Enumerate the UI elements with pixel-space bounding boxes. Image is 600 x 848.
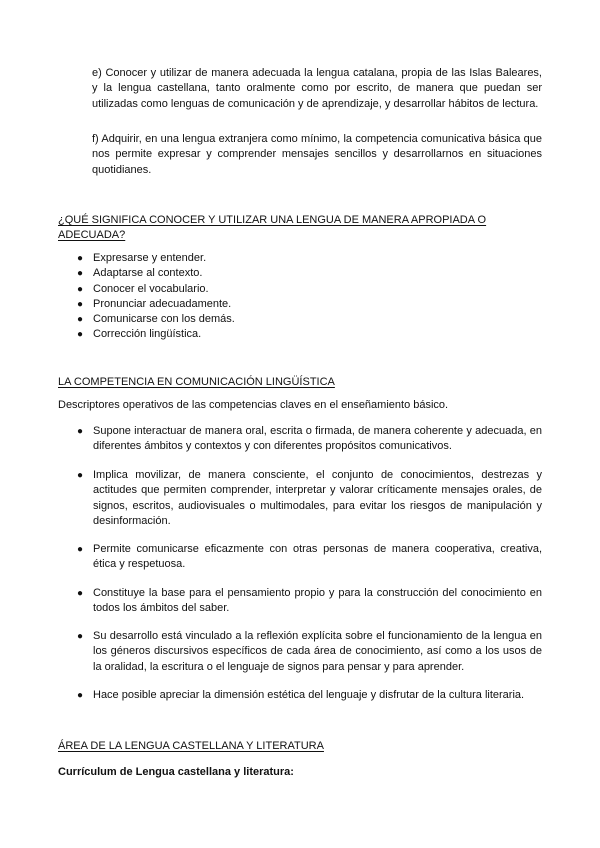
bullet-icon: ● [77, 268, 84, 280]
list-item: ● Implica movilizar, de manera consciente, el conjunto de conocimientos, destrezas y actitudes que permiten comprender, interpretar y valorar críticamente mensajes orales, de signos, escritos, audiovisuales o multimodales, para evitar los riesgos de manipulación y desinformación. [77, 469, 542, 527]
list-item: ● Constituye la base para el pensamiento propio y para la construcción del conocimiento en todos los ámbitos del saber. [77, 587, 542, 615]
list-item: ● Expresarse y entender. [58, 251, 542, 266]
objective-f-paragraph: f) Adquirir, en una lengua extranjera como mínimo, la competencia comunicativa básica que nos permite expresar y comprender mensajes sencillos y desarrollarnos en situaciones quotidianes. [92, 133, 542, 176]
bullet-icon: ● [77, 298, 84, 310]
bullet-icon: ● [77, 253, 84, 264]
bullet-icon: ● [77, 314, 84, 326]
bullet-icon: ● [77, 690, 84, 701]
list-item: ● Hace posible apreciar la dimensión estética del lenguaje y disfrutar de la cultura literaria. [58, 688, 542, 703]
list-item: ● Permite comunicarse eficazmente con otras personas de manera cooperativa, creativa, ética y respetuosa. [77, 543, 542, 571]
bullet-icon: ● [77, 588, 84, 599]
list-item: ● Adaptarse al contexto. [58, 266, 542, 281]
section-heading-area: ÁREA DE LA LENGUA CASTELLANA Y LITERATURA [58, 740, 324, 752]
curriculum-subheading: Currículum de Lengua castellana y literatura: [58, 766, 294, 778]
meaning-list [58, 251, 542, 343]
bullet-icon: ● [77, 631, 84, 642]
bullet-icon: ● [77, 544, 84, 555]
section-heading-competence: LA COMPETENCIA EN COMUNICACIÓN LINGÜÍSTICA [58, 376, 335, 388]
list-item: ● Su desarrollo está vinculado a la reflexión explícita sobre el funcionamiento de la lengua en los géneros discursivos específicos de cada área de conocimiento, así como a los usos de la oralidad, la escritura o el lenguaje de signos para pensar y para aprender. [77, 630, 542, 673]
bullet-icon: ● [77, 426, 84, 437]
list-item: ● Supone interactuar de manera oral, escrita o firmada, de manera coherente y adecuada, en diferentes ámbitos y contextos y con diferentes propósitos comunicativos. [77, 425, 542, 453]
list-item: ● Corrección lingüística. [58, 327, 542, 342]
list-item: ● Pronunciar adecuadamente. [58, 297, 542, 312]
objective-e-paragraph: e) Conocer y utilizar de manera adecuada la lengua catalana, propia de las Islas Baleares, y la lengua castellana, tanto oralmente como por escrito, de manera que puedan ser utilizadas como lenguas de comunicación y de aprendizaje, y desarrollar hábitos de lectura. [92, 67, 542, 110]
bullet-icon: ● [77, 329, 84, 341]
bullet-icon: ● [77, 283, 84, 295]
list-item: ● Conocer el vocabulario. [58, 282, 542, 297]
list-item: ● Comunicarse con los demás. [58, 312, 542, 327]
descriptors-intro: Descriptores operativos de las competencias claves en el enseñamiento básico. [58, 399, 449, 411]
bullet-icon: ● [77, 470, 84, 481]
section-heading-meaning: ¿QUÉ SIGNIFICA CONOCER Y UTILIZAR UNA LENGUA DE MANERA APROPIADA O ADECUADA? [58, 214, 487, 242]
